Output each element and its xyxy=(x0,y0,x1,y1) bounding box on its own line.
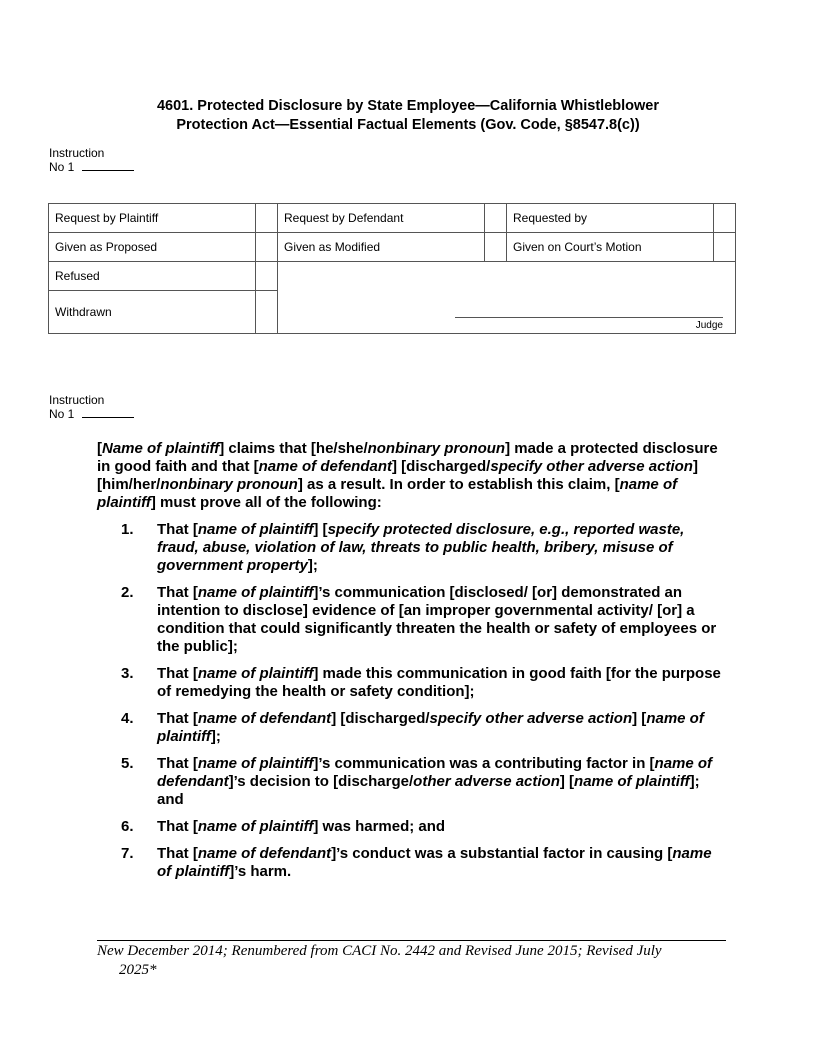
list-item xyxy=(97,665,727,701)
list-item-number: 2. xyxy=(121,584,134,601)
placeholder-text: name of plaintiff xyxy=(197,818,314,835)
list-item xyxy=(97,845,727,881)
text-segment: ]’s communication [disclosed/ [or] demonstrated an intention to disclose] evidence of [an improper governmental activity/ [or] a condition that could significantly threaten the health or safety of employees or the public]; xyxy=(157,584,717,655)
placeholder-text: Name of plaintiff xyxy=(102,440,220,457)
placeholder-text: name of plaintiff xyxy=(197,665,314,682)
list-item-text xyxy=(157,521,727,575)
text-segment: ] made a protected disclosure in good faith and that [ xyxy=(97,440,718,475)
placeholder-text: specify other adverse action xyxy=(490,458,693,475)
list-item-text xyxy=(157,584,727,656)
list-item xyxy=(97,521,727,575)
text-segment: ]; and xyxy=(157,773,700,808)
text-segment: That [ xyxy=(157,755,198,772)
placeholder-text: name of plaintiff xyxy=(157,710,704,745)
page-title xyxy=(0,97,816,135)
text-segment: ]’s harm. xyxy=(229,863,292,880)
placeholder-text: nonbinary pronoun xyxy=(160,476,298,493)
text-segment: ]; xyxy=(210,728,221,745)
text-segment: That [ xyxy=(157,818,198,835)
given-as-modified-box[interactable] xyxy=(485,233,507,262)
instruction-blank[interactable] xyxy=(82,160,134,171)
requested-by-label: Requested by xyxy=(507,204,714,233)
withdrawn-label: Withdrawn xyxy=(49,291,256,334)
instruction-body xyxy=(97,440,727,881)
text-segment: ] [ xyxy=(632,710,647,727)
requested-by-box[interactable] xyxy=(714,204,736,233)
refused-label: Refused xyxy=(49,262,256,291)
placeholder-text: name of plaintiff xyxy=(197,521,314,538)
list-item-number: 1. xyxy=(121,521,134,538)
placeholder-text: other adverse action xyxy=(413,773,560,790)
judge-signature-area xyxy=(278,262,736,334)
judge-signature-line[interactable] xyxy=(455,317,723,318)
request-by-plaintiff-box[interactable] xyxy=(256,204,278,233)
given-as-proposed-box[interactable] xyxy=(256,233,278,262)
instruction-label: Instruction xyxy=(49,146,105,160)
instruction-label: Instruction xyxy=(49,393,105,407)
text-segment: ]’s communication was a contributing factor in [ xyxy=(313,755,655,772)
text-segment: ]’s conduct was a substantial factor in causing [ xyxy=(331,845,673,862)
intro-paragraph xyxy=(97,440,727,512)
text-segment: ] [discharged/ xyxy=(331,710,430,727)
text-segment: That [ xyxy=(157,665,198,682)
list-item xyxy=(97,755,727,809)
footer-line-2: 2025* xyxy=(119,962,157,978)
placeholder-text: specify other adverse action xyxy=(429,710,633,727)
given-on-courts-motion-label: Given on Court’s Motion xyxy=(507,233,714,262)
placeholder-text: name of defendant xyxy=(197,845,332,862)
placeholder-text: nonbinary pronoun xyxy=(367,440,506,457)
given-as-modified-label: Given as Modified xyxy=(278,233,485,262)
request-by-plaintiff-label: Request by Plaintiff xyxy=(49,204,256,233)
instruction-no: No 1 xyxy=(49,407,75,421)
list-item-text xyxy=(157,755,727,809)
list-item xyxy=(97,818,727,836)
placeholder-text: name of plaintiff xyxy=(97,476,678,511)
list-item xyxy=(97,584,727,656)
text-segment: That [ xyxy=(157,584,198,601)
list-item-text xyxy=(157,818,727,836)
elements-list xyxy=(97,521,727,881)
placeholder-text: name of defendant xyxy=(157,755,713,790)
placeholder-text: name of defendant xyxy=(258,458,392,475)
placeholder-text: name of defendant xyxy=(197,710,332,727)
placeholder-text: name of plaintiff xyxy=(197,755,314,772)
text-segment: That [ xyxy=(157,710,198,727)
placeholder-text: name of plaintiff xyxy=(574,773,690,790)
text-segment: ] [ xyxy=(313,521,328,538)
text-segment: ] [him/her/ xyxy=(97,458,698,493)
footer-line-1: New December 2014; Renumbered from CACI No. 2442 and Revised June 2015; Revised July xyxy=(97,943,662,959)
given-on-courts-motion-box[interactable] xyxy=(714,233,736,262)
judge-label: Judge xyxy=(695,320,723,331)
placeholder-text: specify protected disclosure, e.g., reported waste, fraud, abuse, violation of law, threats to public health, bribery, misuse of government property xyxy=(157,521,685,574)
list-item-number: 7. xyxy=(121,845,134,862)
list-item-number: 4. xyxy=(121,710,134,727)
given-as-proposed-label: Given as Proposed xyxy=(49,233,256,262)
request-by-defendant-label: Request by Defendant xyxy=(278,204,485,233)
text-segment: ] claims that [he/she/ xyxy=(219,440,368,457)
list-item-text xyxy=(157,845,727,881)
list-item xyxy=(97,710,727,746)
placeholder-text: name of plaintiff xyxy=(157,845,712,880)
text-segment: ]; xyxy=(307,557,318,574)
instruction-number-top xyxy=(49,146,134,174)
instruction-no: No 1 xyxy=(49,160,75,174)
text-segment: ] made this communication in good faith [for the purpose of remedying the health or safety condition]; xyxy=(157,665,721,700)
list-item-number: 3. xyxy=(121,665,134,682)
text-segment: ] was harmed; and xyxy=(313,818,446,835)
list-item-number: 6. xyxy=(121,818,134,835)
text-segment: [ xyxy=(97,440,102,457)
list-item-text xyxy=(157,665,727,701)
request-by-defendant-box[interactable] xyxy=(485,204,507,233)
text-segment: ] must prove all of the following: xyxy=(150,494,382,511)
text-segment: ] [ xyxy=(559,773,575,790)
text-segment: That [ xyxy=(157,521,198,538)
text-segment: That [ xyxy=(157,845,198,862)
refused-box[interactable] xyxy=(256,262,278,291)
title-line-2: Protection Act—Essential Factual Elements (Gov. Code, §8547.8(c)) xyxy=(176,117,640,133)
placeholder-text: name of plaintiff xyxy=(197,584,314,601)
text-segment: ] [discharged/ xyxy=(392,458,491,475)
instruction-blank[interactable] xyxy=(82,407,134,418)
request-table xyxy=(48,203,736,334)
list-item-text xyxy=(157,710,727,746)
withdrawn-box[interactable] xyxy=(256,291,278,334)
list-item-number: 5. xyxy=(121,755,134,772)
text-segment: ]’s decision to [discharge/ xyxy=(228,773,414,790)
instruction-number-bottom xyxy=(49,393,134,421)
title-line-1: 4601. Protected Disclosure by State Employee—California Whistleblower xyxy=(156,98,659,114)
history-footer xyxy=(97,940,726,980)
text-segment: ] as a result. In order to establish this claim, [ xyxy=(297,476,620,493)
